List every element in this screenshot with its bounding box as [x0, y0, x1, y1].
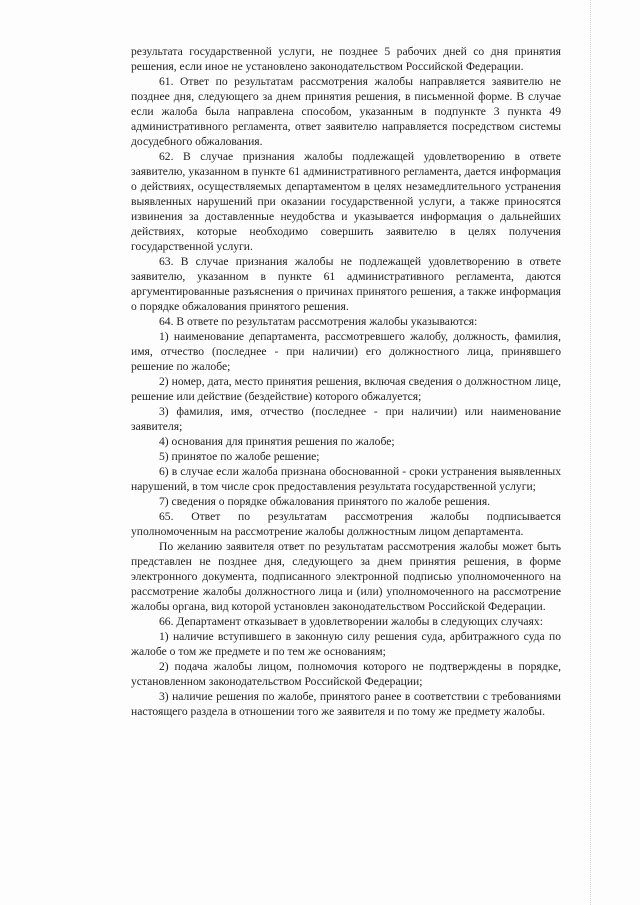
- paragraph-65-electronic: По желанию заявителя ответ по результатам рассмотрения жалобы может быть представлен не позднее дня, следующего за днем принятия решения, в форме электронного документа, подписанного электронной подписью уполномоченного на рассмотрение жалобы должностного лица и (или) уполномоченного на рассмотрение жалобы органа, вид которой установлен законодательством Российской Федерации.: [131, 540, 561, 613]
- paragraph-62: 62. В случае признания жалобы подлежащей удовлетворению в ответе заявителю, указанном в пункте 61 административного регламента, дается информация о действиях, осуществляемых департаментом в целях незамедлительного устранения выявленных нарушений при оказании государственной услуги, а также приносятся извинения за доставленные неудобства и указывается информация о дальнейших действиях, которые необходимо совершить заявителю в целях получения государственной услуги.: [131, 150, 561, 253]
- list-item-64-7: 7) сведения о порядке обжалования принятого по жалобе решения.: [159, 495, 491, 508]
- paragraph-66: 66. Департамент отказывает в удовлетворении жалобы в следующих случаях:: [159, 615, 543, 628]
- scan-margin-line: [590, 0, 591, 905]
- paragraph-61: 61. Ответ по результатам рассмотрения жалобы направляется заявителю не позднее дня, следующего за днем принятия решения, в письменной форме. В случае если жалоба была направлена способом, указанным в подпункте 3 пункта 49 административного регламента, ответ заявителю направляется посредством системы досудебного обжалования.: [131, 75, 561, 148]
- paragraph-63: 63. В случае признания жалобы не подлежащей удовлетворению в ответе заявителю, указанном в пункте 61 административного регламента, даются аргументированные разъяснения о причинах принятого решения, а также информация о порядке обжалования принятого решения.: [131, 255, 561, 313]
- list-item-66-2: 2) подача жалобы лицом, полномочия которого не подтверждены в порядке, установленном законодательством Российской Федерации;: [131, 660, 561, 688]
- list-item-64-6: 6) в случае если жалоба признана обоснованной - сроки устранения выявленных нарушений, в том числе срок предоставления результата государственной услуги;: [131, 465, 561, 493]
- paragraph-continuation: результата государственной услуги, не позднее 5 рабочих дней со дня принятия решения, если иное не установлено законодательством Российской Федерации.: [131, 45, 561, 73]
- list-item-64-2: 2) номер, дата, место принятия решения, включая сведения о должностном лице, решение или действие (бездействие) которого обжалуется;: [131, 375, 561, 403]
- list-item-64-5: 5) принятое по жалобе решение;: [159, 450, 320, 463]
- list-item-66-3: 3) наличие решения по жалобе, принятого ранее в соответствии с требованиями настоящего раздела в отношении того же заявителя и по тому же предмету жалобы.: [131, 690, 561, 718]
- list-item-66-1: 1) наличие вступившего в законную силу решения суда, арбитражного суда по жалобе о том же предмете и по тем же основаниям;: [131, 630, 561, 658]
- paragraph-64: 64. В ответе по результатам рассмотрения жалобы указываются:: [159, 315, 478, 328]
- paragraph-65: 65. Ответ по результатам рассмотрения жалобы подписывается уполномоченным на рассмотрение жалобы должностным лицом департамента.: [131, 510, 561, 538]
- list-item-64-3: 3) фамилия, имя, отчество (последнее - при наличии) или наименование заявителя;: [131, 405, 561, 433]
- document-body: [131, 44, 561, 719]
- list-item-64-1: 1) наименование департамента, рассмотревшего жалобу, должность, фамилия, имя, отчество (последнее - при наличии) его должностного лица, принявшего решение по жалобе;: [131, 330, 561, 373]
- list-item-64-4: 4) основания для принятия решения по жалобе;: [159, 435, 395, 448]
